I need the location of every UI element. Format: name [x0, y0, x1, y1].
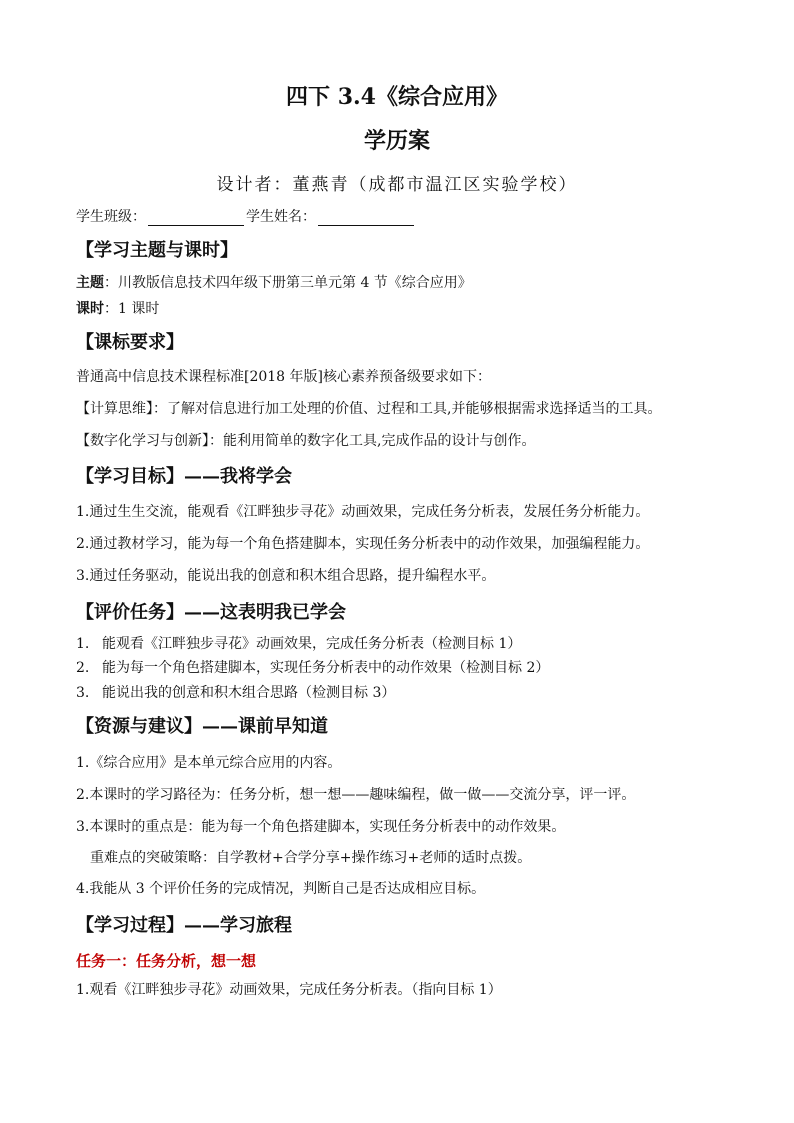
goal-item-1: 1.通过生生交流，能观看《江畔独步寻花》动画效果，完成任务分析表，发展任务分析能力。 — [76, 504, 650, 520]
task-one-title: 任务一：任务分析，想一想 — [76, 952, 257, 970]
goal-item-3: 3.通过任务驱动，能说出我的创意和积木组合思路，提升编程水平。 — [76, 568, 496, 584]
evaluation-text: 能为每一个角色搭建脚本，实现任务分析表中的动作效果（检测目标 2） — [102, 660, 550, 676]
standard-heading: 【课标要求】 — [76, 332, 184, 353]
hours-label: 课时 — [76, 301, 104, 317]
resource-item-1: 1.《综合应用》是本单元综合应用的内容。 — [76, 755, 342, 771]
topic-text: ：川教版信息技术四年级下册第三单元第 4 节《综合应用》 — [104, 275, 472, 291]
evaluation-heading: 【评价任务】——这表明我已学会 — [76, 602, 346, 623]
designer-line: 设计者：董燕青（成都市温江区实验学校） — [216, 175, 578, 195]
document-subtitle: 学历案 — [363, 128, 430, 154]
standard-item-2: 【数字化学习与创新】：能利用简单的数字化工具,完成作品的设计与创作。 — [76, 433, 536, 449]
evaluation-text: 能观看《江畔独步寻花》动画效果，完成任务分析表（检测目标 1） — [102, 636, 522, 652]
topic-label: 主题 — [76, 275, 104, 291]
evaluation-num: 2. — [76, 660, 90, 676]
goal-item-2: 2.通过教材学习，能为每一个角色搭建脚本，实现任务分析表中的动作效果，加强编程能力。 — [76, 536, 650, 552]
document-title: 四下 3.4《综合应用》 — [286, 84, 508, 110]
class-label: 学生班级： — [76, 209, 146, 225]
task-one-item: 1.观看《江畔独步寻花》动画效果，完成任务分析表。（指向目标 1） — [76, 982, 502, 998]
evaluation-text: 能说出我的创意和积木组合思路（检测目标 3） — [102, 685, 396, 701]
theme-heading: 【学习主题与课时】 — [76, 240, 238, 261]
evaluation-item-2 — [76, 657, 549, 677]
name-label: 学生姓名： — [246, 209, 316, 225]
evaluation-num: 1. — [76, 636, 90, 652]
evaluation-num: 3. — [76, 685, 90, 701]
topic-line — [76, 272, 472, 292]
standard-intro: 普通高中信息技术课程标准[2018 年版]核心素养预备级要求如下： — [76, 369, 492, 385]
resource-strategy: 重难点的突破策略：自学教材+合学分享+操作练习+老师的适时点拨。 — [90, 850, 532, 866]
hours-text: ：1 课时 — [104, 301, 160, 317]
resource-item-3: 3.本课时的重点是：能为每一个角色搭建脚本，实现任务分析表中的动作效果。 — [76, 819, 566, 835]
evaluation-item-1 — [76, 633, 521, 653]
standard-item-1: 【计算思维】：了解对信息进行加工处理的价值、过程和工具,并能够根据需求选择适当的工具。 — [76, 401, 662, 417]
process-heading: 【学习过程】——学习旅程 — [76, 915, 292, 936]
resource-item-4: 4.我能从 3 个评价任务的完成情况，判断自己是否达成相应目标。 — [76, 881, 486, 897]
resource-item-2: 2.本课时的学习路径为：任务分析，想一想——趣味编程，做一做——交流分享，评一评。 — [76, 787, 636, 803]
class-blank — [148, 211, 244, 226]
resources-heading: 【资源与建议】——课前早知道 — [76, 716, 328, 737]
goals-heading: 【学习目标】——我将学会 — [76, 466, 292, 487]
evaluation-item-3 — [76, 682, 395, 702]
name-blank — [318, 211, 414, 226]
hours-line — [76, 298, 159, 318]
student-info-line — [76, 206, 416, 226]
